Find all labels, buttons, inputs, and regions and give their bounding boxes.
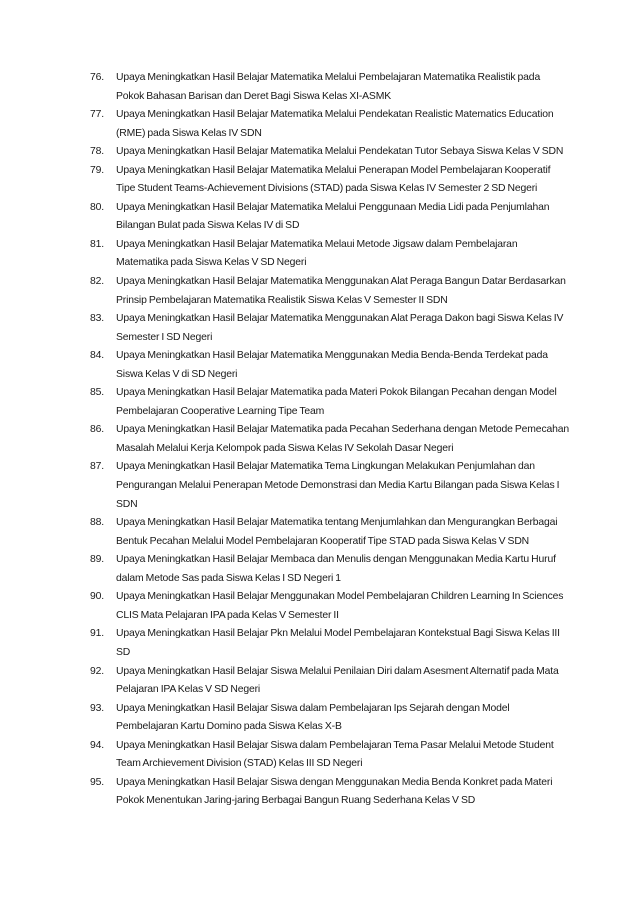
list-item (90, 663, 570, 700)
list-item (90, 143, 570, 162)
item-text: Upaya Meningkatkan Hasil Belajar Membaca dan Menulis dengan Menggunakan Media Kartu Huruf dalam Metode Sas pada Siswa Kelas I SD Negeri 1 (116, 554, 556, 584)
item-number: 82. (90, 276, 104, 288)
item-number: 84. (90, 350, 104, 362)
item-text: Upaya Meningkatkan Hasil Belajar Matematika tentang Menjumlahkan dan Mengurangkan Berbagai Bentuk Pecahan Melalui Model Pembelajaran Kooperatif Tipe STAD pada Siswa Kelas V SDN (116, 517, 558, 547)
list-item (90, 310, 570, 347)
list-item (90, 421, 570, 458)
item-text: Upaya Meningkatkan Hasil Belajar Matematika Melalui Penggunaan Media Lidi pada Penjumlahan Bilangan Bulat pada Siswa Kelas IV di SD (116, 201, 550, 232)
item-number: 86. (90, 424, 104, 436)
title-list (90, 69, 570, 811)
item-number: 78. (90, 146, 104, 158)
item-text: Upaya Meningkatkan Hasil Belajar Pkn Melalui Model Pembelajaran Kontekstual Bagi Siswa Kelas III SD (116, 628, 560, 658)
item-number: 79. (90, 164, 104, 176)
item-number: 93. (90, 702, 104, 714)
list-item (90, 625, 570, 662)
item-number: 81. (90, 238, 104, 250)
item-text: Upaya Meningkatkan Hasil Belajar Matematika Melalui Pendekatan Tutor Sebaya Siswa Kelas V SDN (116, 146, 564, 158)
item-number: 90. (90, 591, 104, 603)
item-text: Upaya Meningkatkan Hasil Belajar Matematika Menggunakan Alat Peraga Dakon bagi Siswa Kelas IV Semester I SD Negeri (116, 313, 564, 343)
list-item (90, 588, 570, 625)
item-number: 80. (90, 201, 104, 213)
list-item (90, 737, 570, 774)
item-number: 83. (90, 313, 104, 325)
item-number: 95. (90, 776, 104, 788)
item-text: Upaya Meningkatkan Hasil Belajar Matematika pada Pecahan Sederhana dengan Metode Pemecahan Masalah Melalui Kerja Kelompok pada Siswa Kelas IV Sekolah Dasar Negeri (116, 424, 570, 454)
item-text: Upaya Meningkatkan Hasil Belajar Siswa dalam Pembelajaran Ips Sejarah dengan Model Pembelajaran Kartu Domino pada Siswa Kelas X-B (116, 702, 510, 733)
item-number: 94. (90, 739, 104, 751)
list-item (90, 199, 570, 236)
list-item (90, 551, 570, 588)
item-number: 88. (90, 517, 104, 529)
item-number: 87. (90, 461, 104, 473)
item-text: Upaya Meningkatkan Hasil Belajar Matematika Menggunakan Alat Peraga Bangun Datar Berdasarkan Prinsip Pembelajaran Matematika Realistik Siswa Kelas V Semester II SDN (116, 276, 566, 306)
item-number: 76. (90, 72, 104, 83)
list-item (90, 347, 570, 384)
list-item (90, 384, 570, 421)
item-text: Upaya Meningkatkan Hasil Belajar Matematika Melaui Metode Jigsaw dalam Pembelajaran Matematika pada Siswa Kelas V SD Negeri (116, 238, 518, 269)
item-text: Upaya Meningkatkan Hasil Belajar Matematika Melalui Pendekatan Realistic Matematics Education (RME) pada Siswa Kelas IV SDN (116, 109, 554, 139)
list-item (90, 69, 570, 106)
item-number: 77. (90, 109, 104, 121)
item-text: Upaya Meningkatkan Hasil Belajar Siswa Melalui Penilaian Diri dalam Asesment Alternatif pada Mata Pelajaran IPA Kelas V SD Negeri (116, 665, 559, 696)
item-text: Upaya Meningkatkan Hasil Belajar Matematika Melalui Pembelajaran Matematika Realistik pada Pokok Bahasan Barisan dan Deret Bagi Siswa Kelas XI-ASMK (116, 72, 541, 102)
item-text: Upaya Meningkatkan Hasil Belajar Siswa dalam Pembelajaran Tema Pasar Melalui Metode Student Team Archievement Division (STAD) Kelas III SD Negeri (116, 739, 554, 770)
item-number: 89. (90, 554, 104, 566)
item-text: Upaya Meningkatkan Hasil Belajar Matematika Melalui Penerapan Model Pembelajaran Kooperatif Tipe Student Teams-Achievement Divisions (STAD) pada Siswa Kelas IV Semester 2 SD Negeri (116, 164, 551, 195)
list-item (90, 106, 570, 143)
item-text: Upaya Meningkatkan Hasil Belajar Matematika pada Materi Pokok Bilangan Pecahan dengan Model Pembelajaran Cooperative Learning Tipe Team (116, 387, 557, 417)
item-text: Upaya Meningkatkan Hasil Belajar Menggunakan Model Pembelajaran Children Learning In Sciences CLIS Mata Pelajaran IPA pada Kelas V Semester II (116, 591, 564, 621)
item-text: Upaya Meningkatkan Hasil Belajar Matematika Tema Lingkungan Melakukan Penjumlahan dan Pengurangan Melalui Penerapan Metode Demonstrasi dan Media Kartu Bilangan pada Siswa Kelas I SDN (116, 461, 560, 510)
item-text: Upaya Meningkatkan Hasil Belajar Siswa dengan Menggunakan Media Benda Konkret pada Materi Pokok Menentukan Jaring-jaring Berbagai Bangun Ruang Sederhana Kelas V SD (116, 776, 553, 807)
list-item (90, 774, 570, 811)
list-item (90, 273, 570, 310)
list-item (90, 236, 570, 273)
list-item (90, 458, 570, 514)
item-text: Upaya Meningkatkan Hasil Belajar Matematika Menggunakan Media Benda-Benda Terdekat pada Siswa Kelas V di SD Negeri (116, 350, 548, 380)
list-item (90, 162, 570, 199)
item-number: 85. (90, 387, 104, 399)
item-number: 92. (90, 665, 104, 677)
list-item (90, 514, 570, 551)
list-item (90, 700, 570, 737)
item-number: 91. (90, 628, 104, 640)
